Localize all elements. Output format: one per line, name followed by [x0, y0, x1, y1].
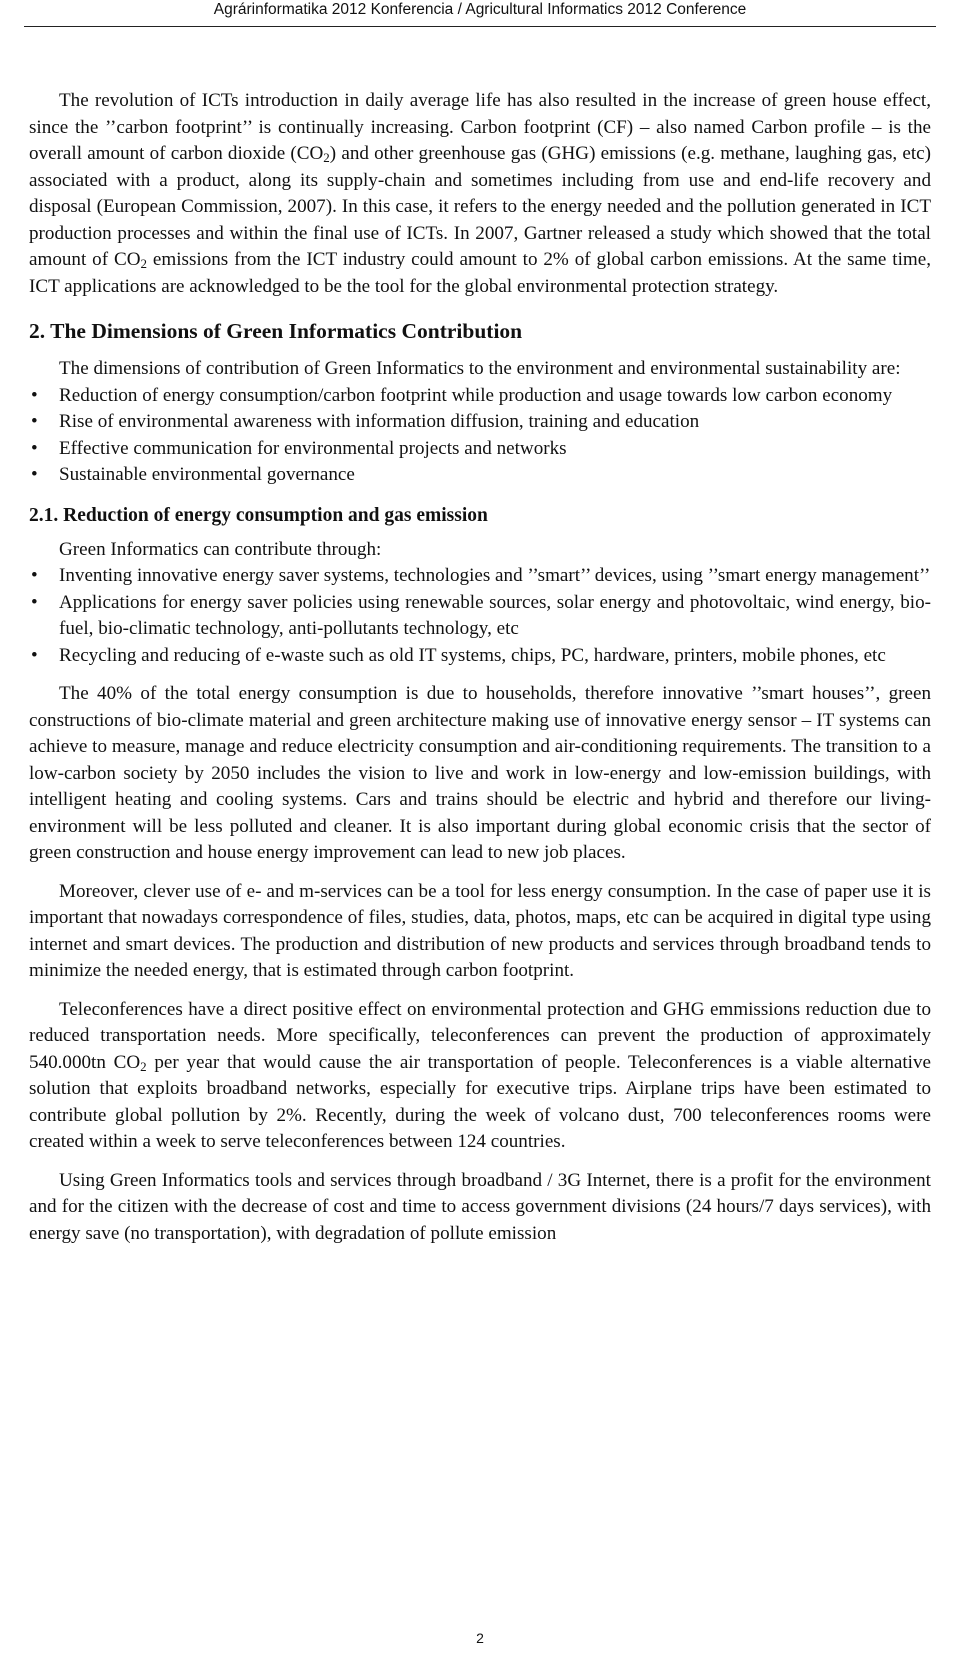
teleconferences-text-2: per year that would cause the air transportation of people. Teleconferences is a viable alternative solution that exploits broadband networks, especially for executive trips. Airplane trips have been estimated to contribute global pollution by 2%. Recently, during the week of volcano dust, 700 teleconferences rooms were created within a week to serve teleconferences between 124 countries.	[29, 1051, 931, 1152]
list-item	[29, 436, 931, 463]
intro-text-1: The revolution of ICTs introduction in daily average life has also resulted in the increase of green house effect, since the ’’carbon footprint’’ is continually increasing. Carbon footprint (CF) – also named Carbon profile – is the overall amount of carbon dioxide (CO	[29, 90, 931, 164]
intro-text-2: ) and other greenhouse gas (GHG) emissions (e.g. methane, laughing gas, etc) associated with a product, along its supply-chain and sometimes including from use and end-life recovery and disposal (European Commission, 2007). In this case, it refers to the energy needed and the pollution generated in ICT production processes and within the final use of ICTs. In 2007, Gartner released a study which showed that the total amount of CO	[29, 143, 931, 270]
section-2-lead: The dimensions of contribution of Green Informatics to the environment and environmental sustainability are:	[59, 358, 901, 379]
teleconferences-text-1: Teleconferences have a direct positive effect on environmental protection and GHG emmissions reduction due to reduced transportation needs. More specifically, teleconferences can prevent the production of approximately 540.000tn CO	[29, 998, 931, 1073]
list-item-text: Rise of environmental awareness with information diffusion, training and education	[59, 411, 700, 432]
co2-subscript: 2	[140, 256, 147, 271]
bullet-icon: •	[31, 644, 38, 666]
green-informatics-paragraph: Using Green Informatics tools and services through broadband / 3G Internet, there is a profit for the environment and for the citizen with the decrease of cost and time to access government divisions (24 hours/7 days services), with energy save (no transportation), with degradation of pollute emission	[29, 1169, 931, 1244]
page-body	[29, 88, 931, 1247]
services-paragraph: Moreover, clever use of e- and m-services can be a tool for less energy consumption. In the case of paper use it is important that nowadays correspondence of files, studies, data, photos, maps, etc can be acquired in digital type using internet and smart devices. The production and distribution of new products and services through broadband tends to minimize the needed energy, that is estimated through carbon footprint.	[29, 880, 931, 981]
list-item-text: Inventing innovative energy saver systems, technologies and ’’smart’’ devices, using ’’smart energy management’’	[59, 565, 931, 586]
bullet-icon: •	[31, 464, 38, 485]
list-item-text: Recycling and reducing of e-waste such as old IT systems, chips, PC, hardware, printers, mobile phones, etc	[59, 644, 886, 666]
section-2-1-bullet-list	[29, 563, 931, 669]
list-item	[29, 643, 931, 670]
section-2-bullet-list	[29, 383, 931, 489]
intro-paragraph	[29, 88, 931, 300]
bullet-icon: •	[31, 384, 38, 406]
page-number: 2	[476, 1630, 484, 1646]
list-item	[29, 409, 931, 436]
running-header	[0, 0, 960, 20]
section-2-1-heading: 2.1. Reduction of energy consumption and gas emission	[29, 504, 488, 526]
bullet-icon: •	[31, 437, 38, 459]
bullet-icon: •	[31, 565, 38, 586]
list-item-text: Sustainable environmental governance	[59, 464, 355, 485]
list-item	[29, 563, 931, 590]
co2-subscript: 2	[323, 150, 330, 165]
bullet-icon: •	[31, 411, 38, 432]
list-item-text: Reduction of energy consumption/carbon footprint while production and usage towards low carbon economy	[59, 384, 893, 406]
list-item	[29, 462, 931, 489]
list-item	[29, 383, 931, 410]
bullet-icon: •	[31, 591, 38, 613]
co2-subscript: 2	[140, 1058, 147, 1074]
list-item-text: Applications for energy saver policies using renewable sources, solar energy and photovoltaic, wind energy, bio-fuel, bio-climatic technology, anti-pollutants technology, etc	[59, 591, 931, 639]
list-item-text: Effective communication for environmental projects and networks	[59, 437, 567, 459]
teleconferences-paragraph	[29, 997, 931, 1156]
intro-text-3: emissions from the ICT industry could amount to 2% of global carbon emissions. At the same time, ICT applications are acknowledged to be the tool for the global environmental protection strategy.	[29, 249, 931, 297]
section-2-heading: 2. The Dimensions of Green Informatics Contribution	[29, 319, 523, 343]
section-2-1-lead: Green Informatics can contribute through:	[59, 538, 382, 560]
list-item	[29, 590, 931, 643]
running-header-title: Agrárinformatika 2012 Konferencia / Agricultural Informatics 2012 Conference	[213, 1, 747, 18]
header-rule	[24, 26, 936, 27]
households-paragraph: The 40% of the total energy consumption is due to households, therefore innovative ’’smart houses’’, green constructions of bio-climate material and green architecture making use of innovative energy sensor – IT systems can achieve to measure, manage and reduce electricity consumption and air-conditioning requirements. The transition to a low-carbon society by 2050 includes the vision to live and work in low-energy and low-emission buildings, with intelligent heating and cooling systems. Cars and trains should be electric and hybrid and therefore our living-environment will be less polluted and cleaner. It is also important during global economic crisis that the sector of green construction and house energy improvement can lead to new job places.	[29, 683, 931, 863]
